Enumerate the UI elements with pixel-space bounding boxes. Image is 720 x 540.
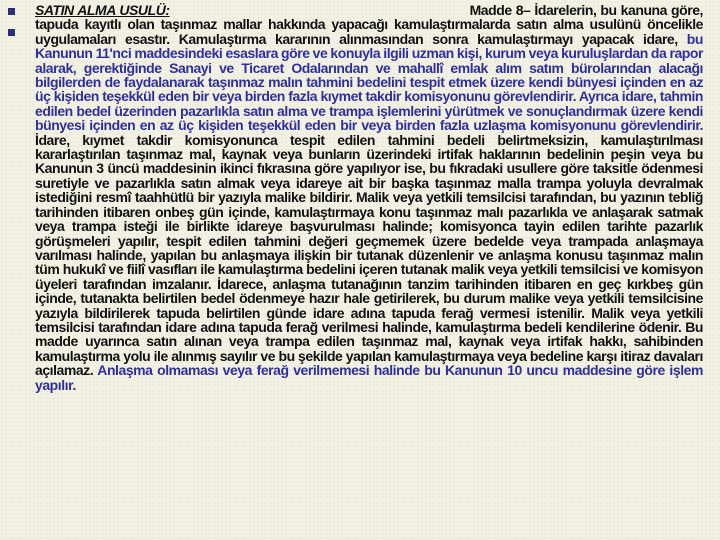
section-heading: SATIN ALMA USULÜ: <box>35 2 170 18</box>
square-bullet-icon <box>8 29 15 36</box>
article-text <box>35 3 703 392</box>
square-bullet-icon <box>8 8 15 15</box>
highlighted-segment: Anlaşma olmaması veya ferağ verilmemesi halinde bu Kanunun 10 uncu maddesine göre işlem yapılır. <box>35 362 703 393</box>
highlighted-segment: bu Kanunun 11'nci maddesindeki esaslara göre ve konuyla ilgili uzman kişi, kurum veya kuruluşlardan da rapor alarak, gerektiğinde Sanayi ve Ticaret Odalarından ve mahallî emlak alım satım bürolarından alacağı bilgilerden de faydalanarak taşınmaz malın tahmini bedelini tespit etmek üzere kendi bünyesi içinden en az üç kişiden teşekkül eden bir veya birden fazla kıymet takdir komisyonunu görevlendirir. <box>35 30 703 105</box>
text-segment: Ayrıca idare, tahmin edilen bedel üzerinden pazarlıkla satın alma ve trampa işlemlerini yürütmek ve sonuçlandırmak üzere kendi bünyesi içinden en az üç kişiden teşekkül eden bir veya birden fazla uzlaşma komisyonunu görevlendirir. <box>35 88 703 134</box>
text-segment: İdare, kıymet takdir komisyonunca tespit edilen tahmini bedeli belirtmeksizin, kamulaştırılması kararlaştırılan taşınmaz mal, kaynak veya bunların üzerindeki irtifak haklarının bedelinin peşin veya bu Kanunun 3 üncü maddesinin ikinci fıkrasına göre yapılıyor ise, bu fıkradaki usullere göre taksitle ödenmesi suretiyle ve pazarlıkla satın almak veya idareye ait bir başka taşınmaz malla trampa yoluyla devralmak istediğini resmî taahhütlü bir yazıyla malike bildirir. Malik veya yetkili temsilcisi tarafından, bu yazının tebliğ tarihinden itibaren onbeş gün içinde, kamulaştırmaya konu taşınmaz malı pazarlıkla ve anlaşarak satmak veya trampa isteği ile birlikte idareye başvurulması halinde; komisyonca tayin edilen tarihte pazarlık görüşmeleri yapılır, tespit edilen tahmini değeri geçmemek üzere bedelde veya trampada anlaşmaya varılması halinde, yapılan bu anlaşmaya ilişkin bir tutanak düzenlenir ve anlaşma konusu taşınmaz malın tüm hukukî ve fiilî vasıfları ile kamulaştırma bedelini içeren tutanak malik veya yetkili temsilcisi ve komisyon üyeleri tarafından imzalanır. İdarece, anlaşma tutanağının tanzim tarihinden itibaren en geç kırkbeş gün içinde, tutanakta belirtilen bedel ödenmeye hazır hale getirilerek, bu durum malike veya yetkili temsilcisine yazıyla bildirilerek tapuda belirtilen günde idare adına tapuda ferağ vermesi istenilir. Malik veya yetkili temsilcisi tarafından idare adına tapuda ferağ verilmesi halinde, kamulaştırma bedeli kendilerine ödenir. Bu madde uyarınca satın alınan veya trampa edilen taşınmaz mal, kaynak veya irtifak hakkı, sahibinden kamulaştırma yolu ile alınmış sayılır ve bu şekilde yapılan kamulaştırmaya veya bedeline karşı itiraz davaları açılamaz. <box>35 131 703 379</box>
bullet-column <box>8 8 18 50</box>
text-segment: Madde 8– İdarelerin, bu kanuna göre, tapuda kayıtlı olan taşınmaz mallar hakkında yapacağı kamulaştırmalarda satın alma usulünü öncelikle uygulamaları esastır. Kamulaştırma kararının alınmasından sonra kamulaştırmayı yapacak idare, <box>35 2 704 47</box>
